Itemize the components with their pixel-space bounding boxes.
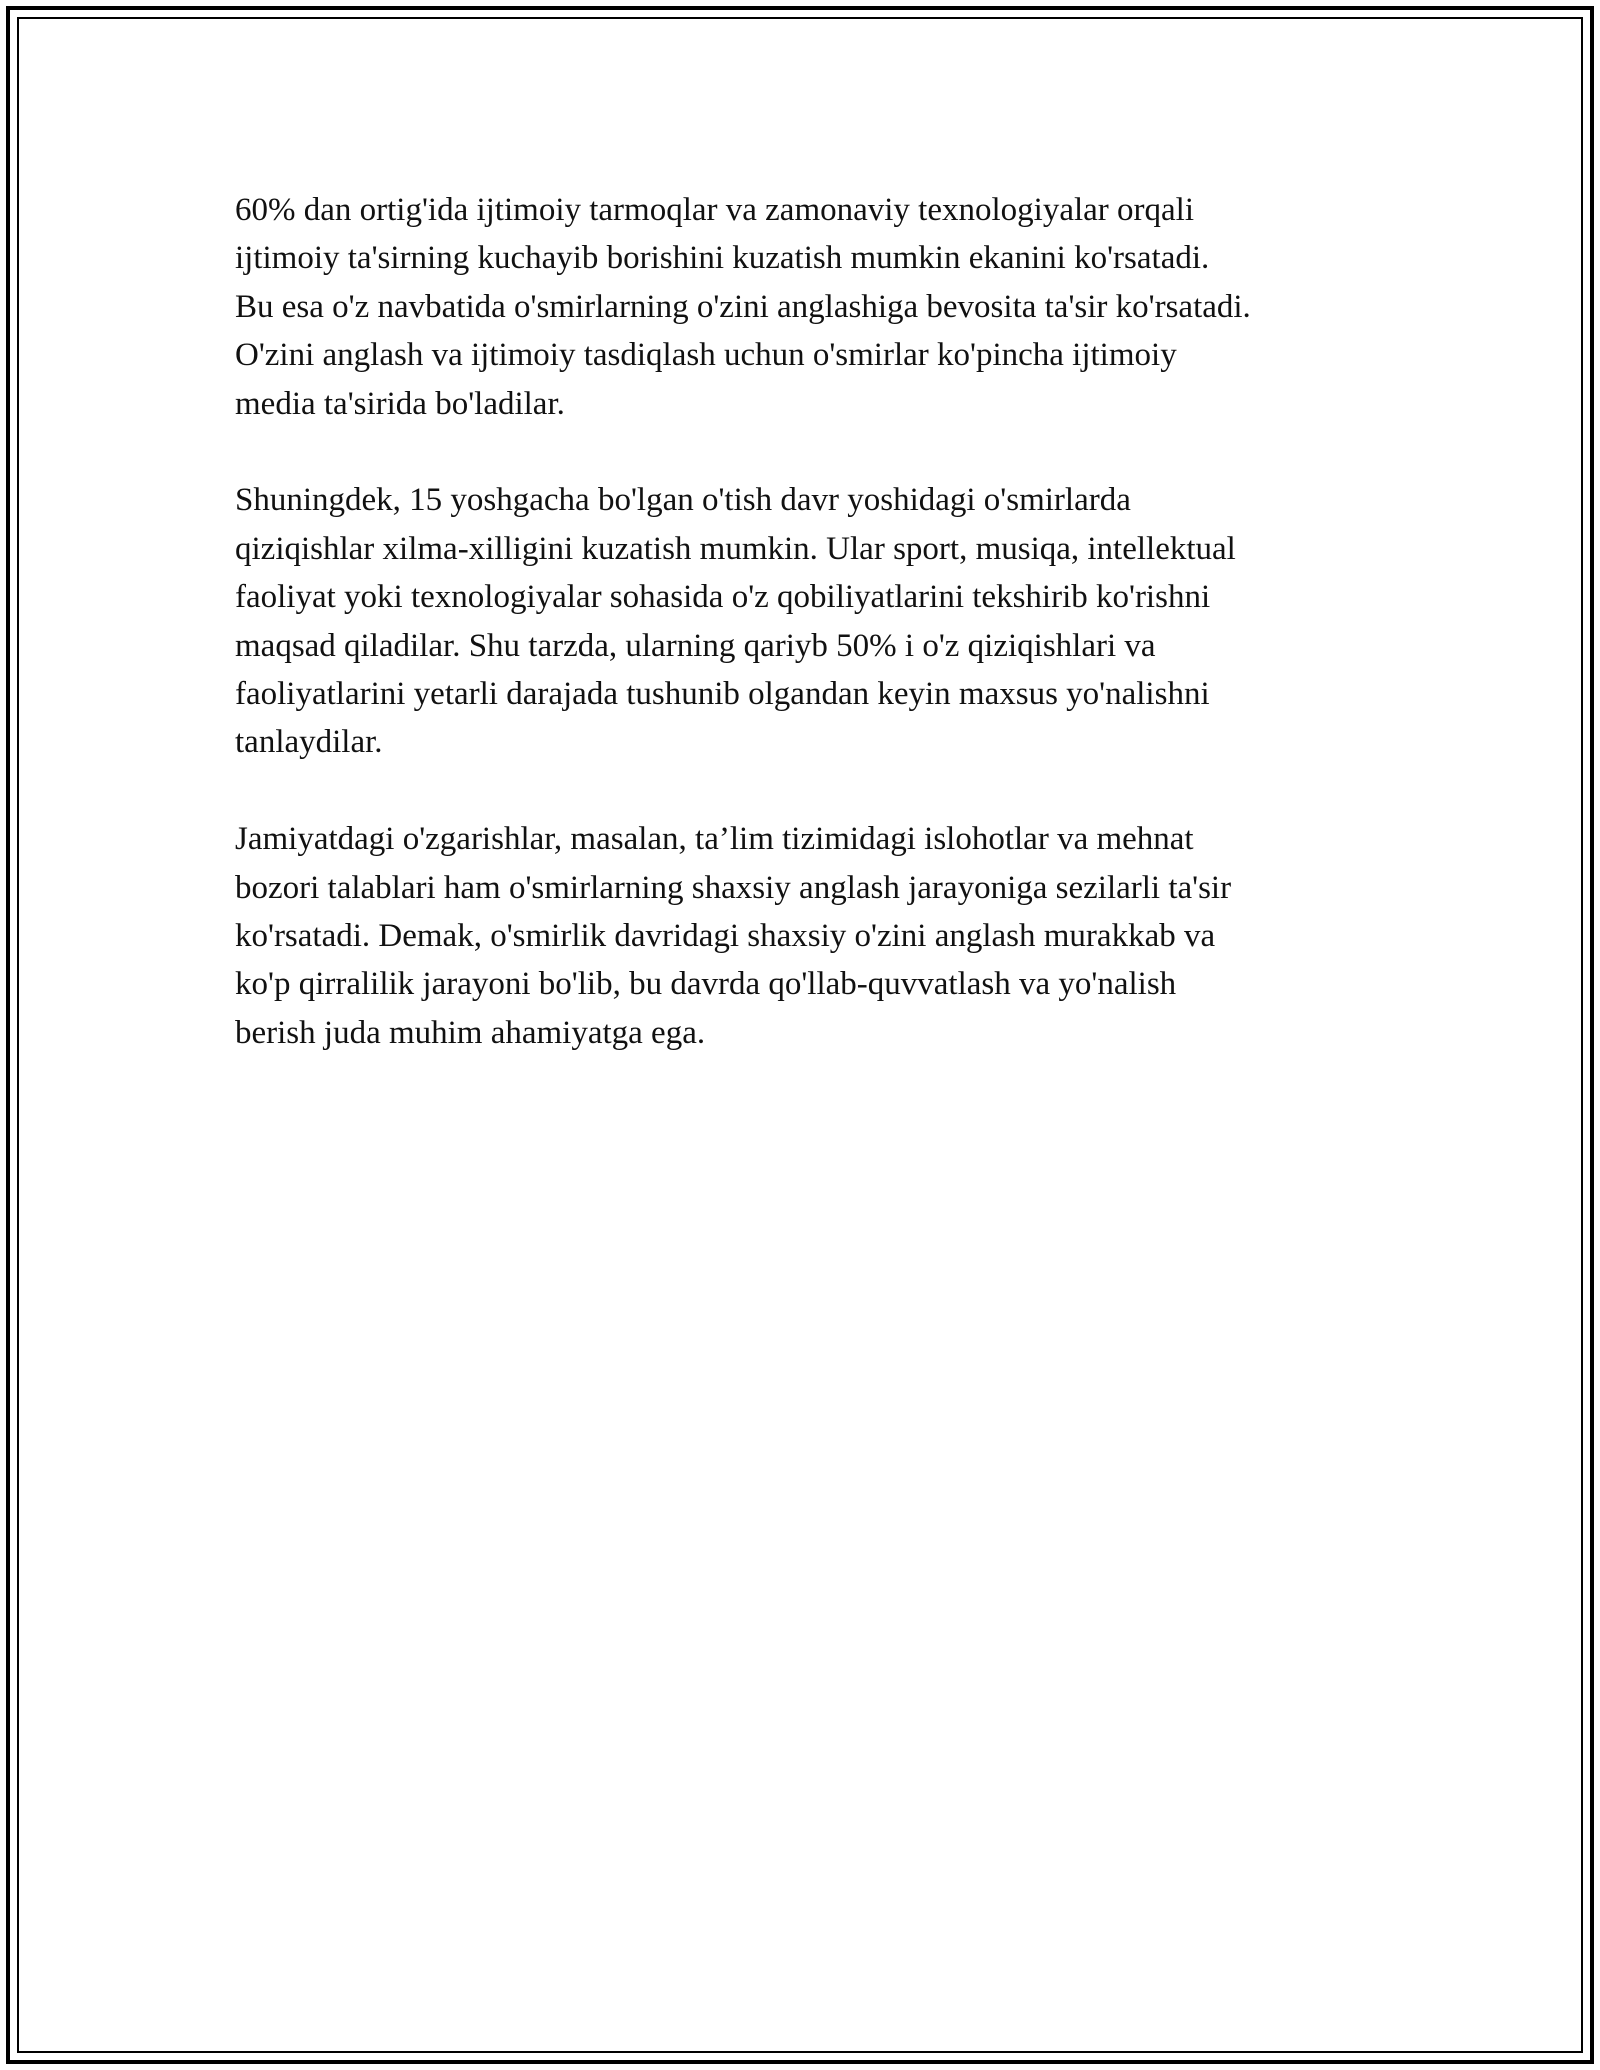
text-line: faoliyatlarini yetarli darajada tushunib olgandan keyin maxsus yo'nalishni xyxy=(235,676,1210,713)
paragraph-3 xyxy=(235,815,1385,1057)
text-line: Shuningdek, 15 yoshgacha bo'lgan o'tish davr yoshidagi o'smirlarda xyxy=(235,482,1131,519)
text-line: ijtimoiy ta'sirning kuchayib borishini kuzatish mumkin ekanini ko'rsatadi. xyxy=(235,240,1210,277)
paragraph-2 xyxy=(235,476,1385,766)
text-line: ko'rsatadi. Demak, o'smirlik davridagi shaxsiy o'zini anglash murakkab va xyxy=(235,918,1216,955)
document-body xyxy=(235,186,1385,1106)
text-line: 60% dan ortig'ida ijtimoiy tarmoqlar va zamonaviy texnologiyalar orqali xyxy=(235,192,1195,228)
text-line: media ta'sirida bo'ladilar. xyxy=(235,385,565,422)
paragraph-1 xyxy=(235,186,1385,428)
text-line: bozori talablari ham o'smirlarning shaxsiy anglash jarayoniga sezilarli ta'sir xyxy=(235,869,1232,906)
text-line: tanlaydilar. xyxy=(235,724,383,761)
text-line: maqsad qiladilar. Shu tarzda, ularning qariyb 50% i o'z qiziqishlari va xyxy=(235,627,1156,664)
text-line: ko'p qirralilik jarayoni bo'lib, bu davrda qo'llab-quvvatlash va yo'nalish xyxy=(235,966,1177,1003)
text-line: qiziqishlar xilma-xilligini kuzatish mumkin. Ular sport, musiqa, intellektual xyxy=(235,530,1236,567)
text-line: Jamiyatdagi o'zgarishlar, masalan, ta’lim tizimidagi islohotlar va mehnat xyxy=(235,821,1194,858)
text-line: berish juda muhim ahamiyatga ega. xyxy=(235,1014,706,1051)
text-line: O'zini anglash va ijtimoiy tasdiqlash uchun o'smirlar ko'pincha ijtimoiy xyxy=(235,337,1177,374)
text-line: faoliyat yoki texnologiyalar sohasida o'z qobiliyatlarini tekshirib ko'rishni xyxy=(235,579,1211,616)
text-line: Bu esa o'z navbatida o'smirlarning o'zini anglashiga bevosita ta'sir ko'rsatadi. xyxy=(235,288,1251,325)
